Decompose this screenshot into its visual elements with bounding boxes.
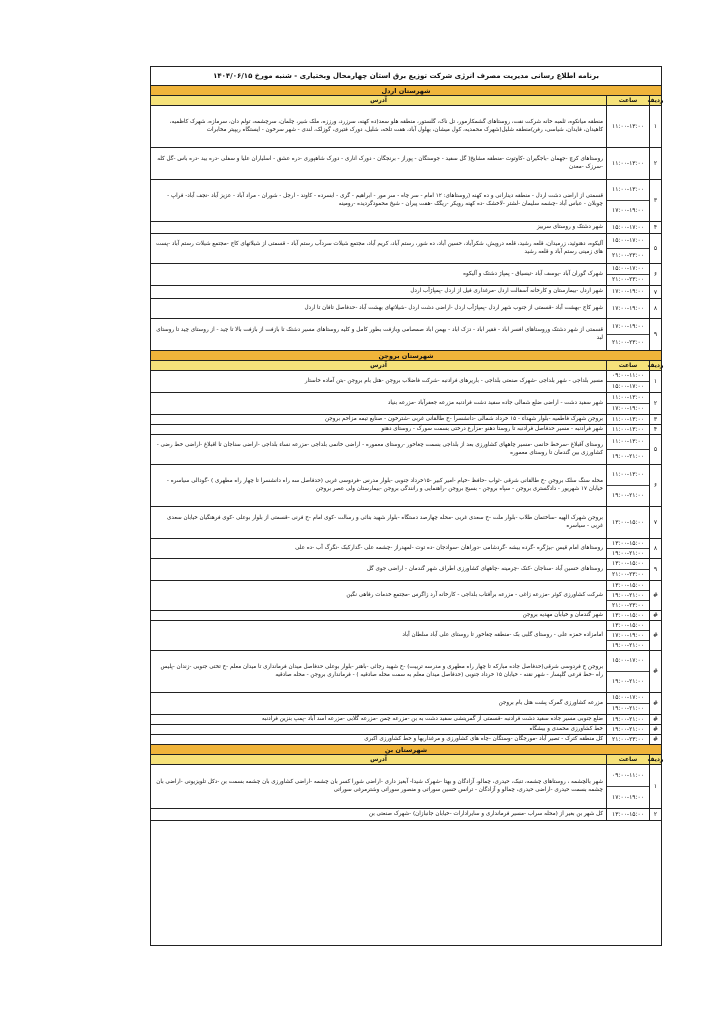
row-number: ۱ — [649, 765, 661, 808]
table-row — [151, 393, 661, 415]
time-slot: ۱۱:۰۰-۱۳:۰۰ — [607, 393, 649, 404]
row-times — [606, 415, 649, 424]
row-number: # — [649, 581, 661, 610]
header-address: آدرس — [370, 97, 387, 104]
time-slot: ۰۹:۰۰-۱۱:۰۰ — [607, 371, 649, 382]
time-slot: ۱۵:۰۰-۱۷:۰۰ — [607, 693, 649, 704]
table-row — [151, 651, 661, 693]
time-slot: ۱۵:۰۰-۱۷:۰۰ — [612, 383, 644, 390]
row-number: # — [649, 621, 661, 650]
address-text: شهر گندمان و خیابان مهدیه بروجن — [522, 611, 603, 618]
address-text: روستاهای امام قیس -بیژگره -گرده بیشه -گردشامی -دوراهان -سوادجان -ده توت -لمهدراز -چشمه علی -گدارکبک -نگرگ آب -ده علی — [295, 544, 603, 551]
time-slot: ۲۱:۰۰-۲۳:۰۰ — [612, 571, 644, 578]
header-address: آدرس — [370, 362, 387, 369]
table-row — [151, 809, 661, 821]
time-slot: ۱۹:۰۰-۲۱:۰۰ — [612, 725, 644, 733]
address-text: کل شهر بن بغیر از (محله سراب -مسیر فرمانداری و سایرادارات -خیابان جانبازان) -شهرک صنعتی بن — [368, 810, 603, 817]
sections-container — [151, 86, 664, 821]
address-text: شهر کاج -بهشت آباد -قسمتی از جنوب شهر اردل -پمپاژآب اردل -اراضی دشت اردل -شیلاتهای بهشت آباد -حدفاصل تافان تا اردل — [304, 304, 603, 311]
time-slot: ۰۹:۰۰-۱۱:۰۰ — [607, 765, 649, 787]
time-slot: ۱۹:۰۰-۲۱:۰۰ — [612, 453, 644, 460]
row-address — [151, 559, 606, 580]
row-number: # — [649, 725, 661, 734]
row-times — [606, 148, 649, 179]
time-slot: ۲۱:۰۰-۲۳:۰۰ — [612, 735, 644, 743]
time-slot: ۱۹:۰۰-۲۱:۰۰ — [612, 705, 644, 712]
address-text: آلیکوه، دهنوئید، زرمیدان، قلعه رشید، قلعه درویش، شکرآباد، حسین آباد، ده شور، رستم آباد، کریم آباد، مجتمع شیلات سردآب رستم آباد - قسمتی از شیلاتهای کاج -مجتمع شیلات رستم آباد -پست های زمینی رستم آباد و قلعه رشید — [156, 241, 603, 255]
row-number: ۱ — [649, 371, 661, 392]
table-row — [151, 581, 661, 611]
address-text: روستاهای حسین آباد -سناجان -کنک -چرمینه -چاههای کشاورزی اطراف شهر گندمان - اراضی جوی گل — [366, 565, 603, 572]
row-number: ۷ — [649, 286, 661, 298]
section-title: شهرستان بن — [151, 745, 661, 755]
time-slot: ۱۳:۰۰-۱۵:۰۰ — [607, 559, 649, 570]
row-times — [606, 465, 649, 506]
address-text: کل منطقه کترک - تصیر آباد -مورجگان -وستگان -چاه های کشاورزی و مرغداریها و خط کشاورزی اکبری — [364, 735, 603, 742]
time-slot: ۱۱:۰۰-۱۳:۰۰ — [607, 180, 649, 201]
row-address — [151, 715, 606, 724]
time-slot: ۲۱:۰۰-۲۳:۰۰ — [612, 276, 644, 283]
row-address — [151, 106, 606, 147]
address-text: شهر فرادنبه - مسیر حدفاصل فرادنبه تا روستا دهنو -مزارع درختی بسمت سورک - روستای دهنو — [381, 425, 603, 432]
row-times — [606, 693, 649, 714]
table-row — [151, 725, 661, 735]
time-slot: ۱۹:۰۰-۲۱:۰۰ — [612, 715, 644, 723]
address-text: شرکت کشاورزی کوثر -مزرعه زاغی - مزرعه برآفتاب بلداجی - کارخانه آرد زاگرس -مجتمع خدمات رفاهی نگین — [346, 591, 603, 598]
row-times — [606, 106, 649, 147]
time-slot: ۱۱:۰۰-۱۳:۰۰ — [607, 465, 649, 486]
row-address — [151, 507, 606, 538]
row-number: # — [649, 735, 661, 744]
row-times — [606, 725, 649, 734]
time-slot: ۲۱:۰۰-۲۳:۰۰ — [612, 252, 644, 259]
row-address — [151, 765, 606, 808]
table-row — [151, 465, 661, 507]
row-address — [151, 371, 606, 392]
time-slot: ۱۱:۰۰-۱۳:۰۰ — [612, 425, 644, 433]
time-slot: ۱۳:۰۰-۱۵:۰۰ — [612, 810, 644, 818]
row-number: ۶ — [649, 264, 661, 285]
address-text: بروجن خ فردوسی شرقی(حدفاصل جاده مبارکه تا چهار راه مطهری و مدرسه تربیت) -خ شهید رجائی -باهنر -بلوار بوعلی حدفاصل میدان فرمانداری تا میدان معلم -خ تختی جنوبی -زندان -پلیس راه -خط فرعی گلپسار - شهر نقنه - خیابان ۱۵ خرداد جنوبی (حدفاصل میدان معلم به سمت محله صادقیه ) - فرمانداری بروجن - محله صادقیه — [160, 664, 603, 678]
row-address — [151, 180, 606, 221]
time-slot: ۲۱:۰۰-۲۳:۰۰ — [612, 338, 644, 346]
section-title: شهرستان اردل — [151, 86, 661, 96]
row-number: # — [649, 611, 661, 620]
header-time: ساعت — [606, 361, 649, 370]
header-no: ردیف — [647, 97, 664, 104]
row-times — [606, 559, 649, 580]
row-times — [606, 507, 649, 538]
address-text: شهر سفید دشت - اراضی ضلع شمالی جاده سفید دشت فرادنبه مزرعه جعفرآباد -مزرعه بنیاد — [387, 399, 603, 406]
row-address — [151, 415, 606, 424]
row-times — [606, 234, 649, 263]
header-address: آدرس — [370, 756, 387, 763]
time-slot: ۱۷:۰۰-۱۹:۰۰ — [612, 304, 644, 312]
row-number: ۲ — [649, 393, 661, 414]
row-number: ۲ — [649, 148, 661, 179]
row-times — [606, 715, 649, 724]
row-times — [606, 621, 649, 650]
header-time: ساعت — [606, 96, 649, 105]
row-number: ۹ — [649, 559, 661, 580]
row-times — [606, 809, 649, 820]
table-row — [151, 319, 661, 351]
row-number: ۱ — [649, 106, 661, 147]
table-row — [151, 539, 661, 559]
row-address — [151, 651, 606, 692]
row-address — [151, 693, 606, 714]
address-text: روستاهای کرچ -جهمان -باجگیران -کاوتوت -منطقه مشایخ( گل سفید - جوسنگان - پوراز - برنجگان - دورک اناری - دورک شاهپوری -دره عشق - اسلیاران علیا و سفلی -دره بید -دره باس -گل کله -سرزک -معدن — [157, 156, 603, 170]
row-times — [606, 371, 649, 392]
row-address — [151, 299, 606, 318]
table-row — [151, 180, 661, 222]
address-text: ضلع جنوبی مسیر جاده سفید دشت فرادنبه -قسمتی از گمرینشی سفید دشت به بن -مزرعه چمن -مزرعه گلابی -مزرعه اسد آباد -پمپ بنزین فرادنبه — [261, 715, 603, 722]
row-number: # — [649, 693, 661, 714]
time-slot: ۱۵:۰۰-۱۷:۰۰ — [607, 234, 649, 249]
time-slot: ۱۹:۰۰-۲۱:۰۰ — [607, 591, 649, 601]
row-times — [606, 393, 649, 414]
row-times — [606, 539, 649, 558]
row-address — [151, 222, 606, 233]
row-number: ۹ — [649, 319, 661, 350]
time-slot: ۱۱:۰۰-۱۳:۰۰ — [612, 122, 644, 130]
section-title: شهرستان بروجن — [151, 351, 661, 361]
row-address — [151, 809, 606, 820]
time-slot: ۱۱:۰۰-۱۳:۰۰ — [612, 415, 644, 423]
row-number: ۸ — [649, 539, 661, 558]
table-row — [151, 299, 661, 319]
row-address — [151, 581, 606, 610]
table-row — [151, 715, 661, 725]
table-header — [151, 755, 664, 765]
table-row — [151, 425, 661, 435]
table-row — [151, 693, 661, 715]
time-slot: ۱۹:۰۰-۲۱:۰۰ — [612, 549, 644, 557]
address-text: قسمتی از شهر دشتک وروستاهای افسر اباد - فقیر اباد - دزک اباد - بهمن اباد صمصامی وبازفت بطور کامل و کلیه روستاهای مسیر دشتک تا بازفت از بازفت بالا تا چید - از روستای چید تا روستای لبد — [156, 327, 603, 341]
row-number: ۷ — [649, 507, 661, 538]
time-slot: ۱۷:۰۰-۱۹:۰۰ — [607, 631, 649, 641]
table-row — [151, 611, 661, 621]
row-times — [606, 286, 649, 298]
address-text: شهرک گوران آباد -یوسف آباد -تیسیاق - پمپاژ دشتک و آلیکوه — [463, 270, 603, 277]
row-times — [606, 581, 649, 610]
table-row — [151, 286, 661, 299]
row-address — [151, 539, 606, 558]
address-text: منطقه میانکوه، ثلمبه خانه شرکت نفت، روستاهای گشمکارمور، تل ناک، گلستور، منطقه هلو سعد(ده کهنه، سرزرد، ورززه، ملک شیر، چلمان، سرچشمه، تولم دان، سرمازه، شهرک کاظمیه، کاهیدان، فایدان، شیاسی، رفن)منطقه شلیل(شهرک محمدیه، کول میشان، بهلول آباد، هفت تلخه، شلیل، دورک فتیری، گوزلک، لندی - شهر سرخون - ایستگاه ریپیتر مخابرات — [169, 119, 603, 133]
time-slot: ۱۷:۰۰-۱۹:۰۰ — [612, 405, 644, 412]
row-address — [151, 264, 606, 285]
time-slot: ۱۳:۰۰-۱۵:۰۰ — [607, 621, 649, 631]
row-number: ۳ — [649, 415, 661, 424]
row-number: ۸ — [649, 299, 661, 318]
table-row — [151, 148, 661, 180]
schedule-sheet — [150, 66, 662, 946]
address-text: بروجن شهرک فاطمیه -بلوار شهداء - ۱۵ خرداد شمالی -دانشسرا -خ طالقانی غربی -شترخون - صنایع تیمه مزاحم بروجن — [325, 415, 603, 422]
time-slot: ۱۹:۰۰-۲۱:۰۰ — [612, 641, 644, 649]
address-text: شهر اردل -بیمارستان و کارخانه آسفالت اردل -مرغداری فیل از اردل -پمپاژآب اردل — [410, 288, 603, 295]
row-times — [606, 425, 649, 434]
table-row — [151, 234, 661, 264]
row-times — [606, 180, 649, 221]
row-number: # — [649, 715, 661, 724]
time-slot: ۱۷:۰۰-۱۹:۰۰ — [612, 288, 644, 295]
address-text: قسمتی از اراضی دشت اردل - منطقه دینارانی و ده کهنه (روستاهای: ۱۲ امام - سر چاه - سر مور - ابراهیم - گری - ابسرده - کاوند - ارجل - شوران - مراد آباد - عزیز آباد -نجف آباد- فراپ - چوبلان - عباس آباد -چشمه سلیمان -لشتر -لاخشک -ده کهنه رویکر -ریگک -هفت پیران - شیخ محمودگردیده -رومینه — [167, 193, 603, 207]
row-address — [151, 435, 606, 464]
table-row — [151, 222, 661, 234]
row-times — [606, 611, 649, 620]
table-header — [151, 361, 664, 371]
table-row — [151, 435, 661, 465]
time-slot: ۱۵:۰۰-۱۷:۰۰ — [607, 264, 649, 275]
row-address — [151, 735, 606, 744]
address-text: مسیر بلداجی - شهر بلداجی -شهرک صنعتی بلداجی - باریرهای فرادنبه -شرکت فاضلاب بروجن -هتل بام بروجن -بتن آماده خاستار — [304, 377, 603, 384]
row-address — [151, 465, 606, 506]
row-number: ۴ — [649, 222, 661, 233]
row-number: ۴ — [649, 425, 661, 434]
header-time: ساعت — [606, 755, 649, 764]
address-text: بروجن شهرک الهیه -ساختمان طلاب -بلوار ملت -خ سعدی غربی -محله چهارصد دستگاه -بلوار شهید بنائی و رسالت -کوی امام -خ فرنی -قسمتی از بلوار بوعلی -کوی فرهنگیان خیابان سعدی غربی - سیاسره — [167, 515, 603, 529]
address-text: امامزاده حمزه علی - روستای گلبی بک -منطقه چغاخور تا روستای علی آباد سلطان آباد — [402, 631, 603, 638]
row-address — [151, 725, 606, 734]
time-slot: ۱۷:۰۰-۱۹:۰۰ — [612, 207, 644, 214]
address-text: محله سنگ سلک بروجن -خ طالقانی شرقی -ثواب -حافظ -خیام -امیر کبیر -۱۵خرداد جنوبی -بلوار مدرس -فردوسی غربی (حدفاصل سه راه دانشسرا تا چهار راه مطهری ) -گودالی سیاسره - خیابان ۱۷ شهریور - دادگستری بروجن - سپاه بروجن - بسیج بروجن -راهنمایی و رانندگی بروجن -بیمارستان ولی عصر بروجن — [166, 478, 603, 492]
time-slot: ۱۵:۰۰-۱۷:۰۰ — [612, 223, 644, 231]
header-no: ردیف — [647, 756, 664, 763]
time-slot: ۲۱:۰۰-۲۳:۰۰ — [612, 601, 644, 609]
row-number: ۳ — [649, 180, 661, 221]
row-address — [151, 286, 606, 298]
row-times — [606, 735, 649, 744]
time-slot: ۱۷:۰۰-۱۹:۰۰ — [607, 319, 649, 335]
time-slot: ۱۷:۰۰-۱۹:۰۰ — [612, 793, 644, 801]
row-times — [606, 435, 649, 464]
row-address — [151, 393, 606, 414]
row-times — [606, 264, 649, 285]
row-address — [151, 319, 606, 350]
time-slot: ۱۳:۰۰-۱۵:۰۰ — [612, 611, 644, 619]
row-number: ۵ — [649, 234, 661, 263]
table-header — [151, 96, 664, 106]
row-number: ۶ — [649, 465, 661, 506]
time-slot: ۱۹:۰۰-۲۱:۰۰ — [612, 492, 644, 499]
table-row — [151, 264, 661, 286]
row-times — [606, 651, 649, 692]
time-slot: ۱۱:۰۰-۱۳:۰۰ — [607, 435, 649, 450]
table-row — [151, 106, 661, 148]
table-row — [151, 765, 661, 809]
time-slot: ۱۱:۰۰-۱۳:۰۰ — [612, 159, 644, 167]
row-number: # — [649, 651, 661, 692]
table-row — [151, 559, 661, 581]
time-slot: ۱۵:۰۰-۱۷:۰۰ — [607, 651, 649, 672]
time-slot: ۱۹:۰۰-۲۱:۰۰ — [612, 678, 644, 685]
document-title: برنامه اطلاع رسانی مدیریت مصرف انرژی شرکت توزیع برق استان چهارمحال وبختیاری - شنبه مورخ ۱۴۰۴/۰۶/۱۵ — [151, 67, 661, 86]
table-row — [151, 507, 661, 539]
row-address — [151, 234, 606, 263]
time-slot: ۱۳:۰۰-۱۵:۰۰ — [607, 581, 649, 591]
address-text: خط کشاورزی محمدی و بیشگاه — [529, 725, 603, 732]
row-address — [151, 611, 606, 620]
row-number: ۵ — [649, 435, 661, 464]
row-times — [606, 222, 649, 233]
row-times — [606, 765, 649, 808]
row-address — [151, 148, 606, 179]
row-times — [606, 299, 649, 318]
time-slot: ۱۳:۰۰-۱۵:۰۰ — [607, 539, 649, 549]
table-row — [151, 621, 661, 651]
address-text: شهر دشتک و روستای سربیز — [536, 223, 603, 230]
address-text: شهر بالچشمه ، روستاهای چشمه، تنبک، حیدری، چمالو، آزادگان و بهتا -شهرک شیدا- آبغیز داری -اراضی شورا کسر بان چشمه -اراضی کشاورزی بان چشمه بسمت بن -دکل تلویزیونی -اراضی بان چشمه بسمت حیدری -اراضی حیدری، چمالو و آزادگان - ترانس حسین سوراتی و منصور سوراتی وشترمرغی سوراتی — [156, 779, 603, 793]
table-row — [151, 371, 661, 393]
time-slot: ۱۳:۰۰-۱۵:۰۰ — [612, 518, 644, 526]
row-number: ۲ — [649, 809, 661, 820]
address-text: مزرعه کشاورزی گمرک پشت هتل بام بروجن — [498, 699, 603, 706]
table-row — [151, 415, 661, 425]
table-row — [151, 735, 661, 745]
address-text: روستای آقبلاغ -سرخط حانمی -مسیر چاههای کشاورزی بعد از بلداجی بسمت چغاخور -روستای معموره - اراضی خانمی بلداجی -مزرعه نساء بلداجی -اراضی سناجان تا اقبلاغ -اراضی خط رضی - کشاورزی بین گندمان تا روستای معموره — [156, 442, 603, 456]
row-address — [151, 425, 606, 434]
row-address — [151, 621, 606, 650]
row-times — [606, 319, 649, 350]
header-no: ردیف — [647, 362, 664, 369]
